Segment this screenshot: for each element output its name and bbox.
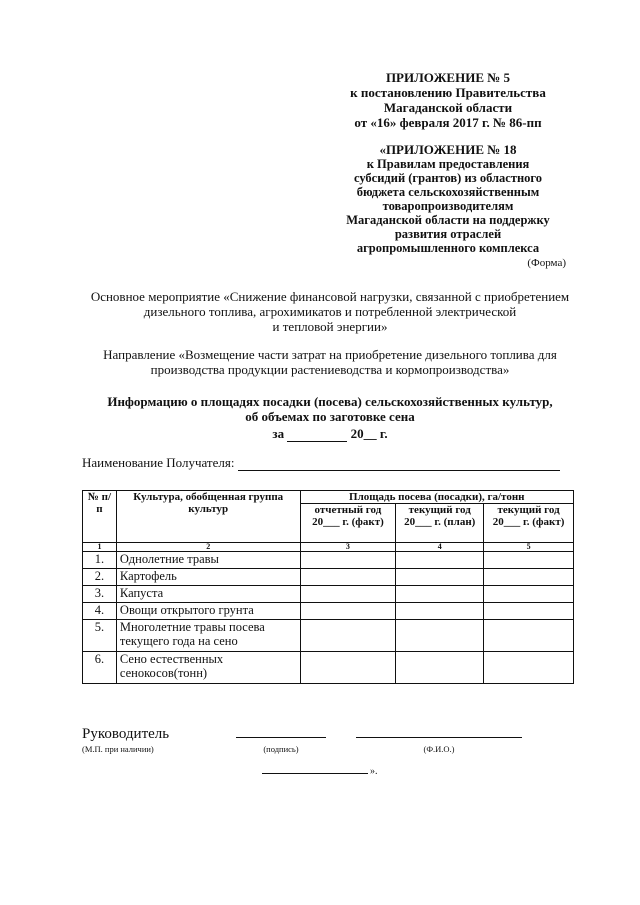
period-year: 20__ г. (350, 426, 388, 441)
header-num: № п/п (83, 491, 117, 543)
main-measure-line: Основное мероприятие «Снижение финансовой нагрузки, связанной с приобретением (90, 289, 570, 304)
main-measure-line: дизельного топлива, агрохимикатов и потребленной электрической (143, 304, 517, 319)
recipient-field[interactable] (238, 455, 560, 471)
appendix-line: Магаданской области (383, 100, 513, 115)
table-row (83, 620, 574, 652)
closing-line[interactable] (262, 773, 368, 774)
col-number: 1 (83, 543, 117, 552)
cell-col5[interactable] (484, 569, 574, 586)
appendix18-line: субсидий (грантов) из областного (353, 171, 543, 185)
signature-line[interactable] (236, 737, 326, 738)
header-area: Площадь посева (посадки), га/тонн (300, 491, 573, 504)
appendix18-title: «ПРИЛОЖЕНИЕ № 18 (379, 142, 517, 157)
appendix18-line: развития отраслей (394, 227, 502, 241)
head-label: Руководитель (82, 726, 170, 742)
row-name: Однолетние травы (116, 552, 300, 569)
main-measure (70, 289, 590, 334)
appendix-line: к постановлению Правительства (350, 85, 546, 100)
direction-line: Направление «Возмещение части затрат на приобретение дизельного топлива для (103, 347, 557, 362)
closing-quote: ». (370, 766, 378, 777)
cell-col3[interactable] (300, 552, 396, 569)
cell-col4[interactable] (396, 652, 484, 684)
form-label: (Форма) (527, 257, 566, 269)
info-title (70, 394, 590, 442)
table-row (83, 552, 574, 569)
header-col4: текущий год 20___ г. (план) (396, 504, 484, 543)
appendix-title: ПРИЛОЖЕНИЕ № 5 (385, 70, 511, 85)
header-col3: отчетный год 20___ г. (факт) (300, 504, 396, 543)
cell-col3[interactable] (300, 586, 396, 603)
direction-line: производства продукции растениеводства и кормопроизводства» (150, 362, 510, 377)
header-culture: Культура, обобщенная группа культур (116, 491, 300, 543)
cell-col5[interactable] (484, 586, 574, 603)
cell-col3[interactable] (300, 652, 396, 684)
col-number: 3 (300, 543, 396, 552)
info-title-line: об объемах по заготовке сена (245, 409, 415, 424)
table-row (83, 586, 574, 603)
col-number: 4 (396, 543, 484, 552)
table-header-row (83, 491, 574, 504)
cell-col4[interactable] (396, 603, 484, 620)
row-number: 2. (83, 569, 117, 586)
cell-col4[interactable] (396, 552, 484, 569)
cell-col5[interactable] (484, 603, 574, 620)
appendix18-header (328, 143, 568, 255)
cell-col5[interactable] (484, 552, 574, 569)
cell-col3[interactable] (300, 620, 396, 652)
mp-label: (М.П. при наличии) (82, 744, 154, 754)
crop-table (82, 490, 574, 684)
row-name: Многолетние травы посева текущего года на сено (116, 620, 300, 652)
table-row (83, 603, 574, 620)
period-prefix: за (272, 426, 285, 441)
cell-col5[interactable] (484, 620, 574, 652)
sign-label: (подпись) (263, 744, 299, 754)
cell-col4[interactable] (396, 586, 484, 603)
recipient-row (82, 455, 560, 471)
table-row (83, 569, 574, 586)
col-number: 2 (116, 543, 300, 552)
row-name: Капуста (116, 586, 300, 603)
row-number: 5. (83, 620, 117, 652)
appendix-line: от «16» февраля 2017 г. № 86-пп (354, 115, 542, 130)
cell-col4[interactable] (396, 620, 484, 652)
appendix18-line: Магаданской области на поддержку (346, 213, 550, 227)
recipient-label: Наименование Получателя: (82, 455, 235, 470)
fio-label: (Ф.И.О.) (423, 744, 455, 754)
row-number: 1. (83, 552, 117, 569)
row-number: 4. (83, 603, 117, 620)
info-title-period (70, 426, 590, 442)
appendix18-line: к Правилам предоставления (366, 157, 530, 171)
header-col5: текущий год 20___ г. (факт) (484, 504, 574, 543)
appendix18-line: бюджета сельскохозяйственным (356, 185, 540, 199)
cell-col5[interactable] (484, 652, 574, 684)
appendix-header (328, 70, 568, 130)
row-number: 6. (83, 652, 117, 684)
col-number: 5 (484, 543, 574, 552)
direction (70, 347, 590, 377)
row-name: Овощи открытого грунта (116, 603, 300, 620)
main-measure-line: и тепловой энергии» (272, 319, 388, 334)
fio-line[interactable] (356, 737, 522, 738)
appendix18-line: товаропроизводителям (382, 199, 514, 213)
table-row (83, 652, 574, 684)
row-number: 3. (83, 586, 117, 603)
cell-col3[interactable] (300, 569, 396, 586)
period-blank[interactable] (287, 426, 347, 442)
cell-col3[interactable] (300, 603, 396, 620)
row-name: Картофель (116, 569, 300, 586)
appendix18-line: агропромышленного комплекса (356, 241, 540, 255)
cell-col4[interactable] (396, 569, 484, 586)
column-number-row (83, 543, 574, 552)
info-title-line: Информацию о площадях посадки (посева) сельскохозяйственных культур, (107, 394, 553, 409)
row-name: Сено естественных сенокосов(тонн) (116, 652, 300, 684)
